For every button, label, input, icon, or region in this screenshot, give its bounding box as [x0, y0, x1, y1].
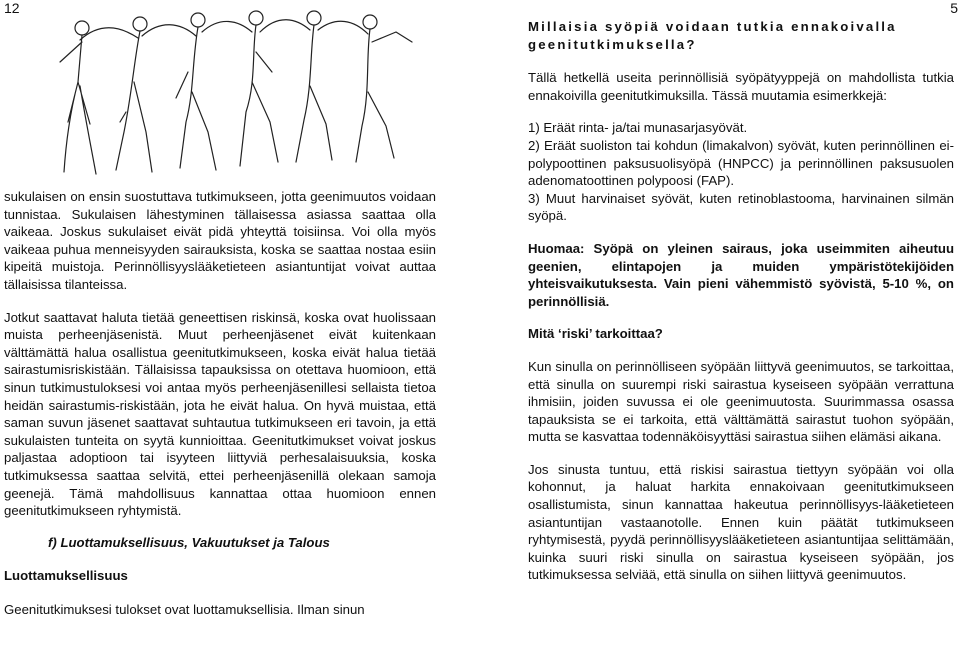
dancing-figures-illustration: [20, 2, 440, 182]
question-heading: Mitä ‘riski’ tarkoittaa?: [528, 326, 663, 342]
paragraph: Jos sinusta tuntuu, että riskisi sairastua tiettyyn syöpään voi olla kohonnut, ja haluat harkita ennakoivaan geenitutkimukseen osallistumista, sinun kannattaa hakeutua perinnöllisyys-lääketieteen asiantuntijan vastaanotolle. Ennen kuin päätät tutkimukseen ryhtymisestä, pyydä perinnöllisyyslääketieteen asiantuntijaa selittämään, kuinka suuri riski sinulla on sairastua kyseiseen syöpään, jos tutkimuksessa selviää, että sinulla on siihen liittyvä geenimuutos.: [528, 461, 954, 583]
section-heading: Millaisia syöpiä voidaan tutkia ennakoivalla geenitutkimuksella?: [528, 19, 897, 52]
list-item: 2) Eräät suoliston tai kohdun (limakalvon) syövät, kuten perinnöllinen ei-polypoottinen paksusuolisyöpä (HNPCC) ja perinnöllinen paksusuolen adenomatoottinen polypoosi (FAP).: [528, 137, 954, 189]
paragraph: Geenitutkimuksesi tulokset ovat luottamuksellisia. Ilman sinun: [4, 601, 365, 617]
paragraph: Kun sinulla on perinnölliseen syöpään liittyvä geenimuutos, se tarkoittaa, että sinulla on suurempi riski sairastua kyseiseen syöpään verrattuna ihmisiin, joiden suvussa ei ole geenimuutosta. Suurimmassa osassa tapauksista se ei tarkoita, että välttämättä sairastut tuohon syöpään, mutta se kasvattaa todennäköisyyttäsi sairastua siihen elämäsi aikana.: [528, 358, 954, 445]
cancer-type-list: [528, 119, 954, 225]
section-title: f) Luottamuksellisuus, Vakuutukset ja Talous: [48, 534, 330, 550]
left-column: [4, 188, 436, 618]
page-number: 5: [950, 0, 958, 16]
subheading: Luottamuksellisuus: [4, 568, 128, 584]
list-item: 1) Eräät rinta- ja/tai munasarjasyövät.: [528, 120, 748, 136]
list-item: 3) Muut harvinaiset syövät, kuten retinoblastooma, harvinainen silmän syöpä.: [528, 190, 954, 224]
right-column: [528, 0, 954, 584]
right-page: [480, 0, 960, 646]
paragraph: Jotkut saattavat haluta tietää geneettisen riskinsä, koska ovat huolissaan muista perheenjäsenistä. Muut perheenjäsenet eivät kuitenkaan välttämättä halua osallistua geenitutkimukseen, koska eivät halua tietää sairastumisriskistään. Tällaisissa tapauksissa on otettava huomioon, että sinun tutkimustuloksesi voi antaa myös perheenjäsenillesi sellaista tietoa heidän sairastumis-riskistään, jota he eivät halua. On hyvä muistaa, että saman suvun jäsenet saattavat suhtautua tutkimukseen eri tavoin, ja että sukulaisten tunteita on syytä kunnioittaa. Geenitutkimukset voivat joskus paljastaa adoptioon tai isyyteen liittyviä perhesalaisuuksia, koska tutkimuksessa saattaa selvitä, ettei perheenjäsenillä olekaan samoja geenejä. Tämä mahdollisuus kannattaa ottaa huomioon ennen geenitutkimukseen ryhtymistä.: [4, 309, 436, 519]
paragraph: Tällä hetkellä useita perinnöllisiä syöpätyyppejä on mahdollista tutkia ennakoivilla geenitutkimuksilla. Tässä muutamia esimerkkejä:: [528, 70, 954, 103]
note-paragraph: Huomaa: Syöpä on yleinen sairaus, joka useimmiten aiheutuu geenien, elintapojen ja muiden ympäristötekijöiden yhteisvaikutuksesta. Vain pieni vähemmistö syövistä, 5-10 %, on perinnöllisiä.: [528, 240, 954, 309]
paragraph: sukulaisen on ensin suostuttava tutkimukseen, jotta geenimuutos voidaan tunnistaa. Sukulaisen lähestyminen tällaisessa asiassa saattaa olla vaikeaa. Joskus sukulaiset eivät pidä yhteyttä toisiinsa. Voi olla myös vaikeaa puhua menneisyyden sairauksista, koska se saattaa nostaa esiin kipeitä muistoja. Perinnöllisyyslääketieteen asiantuntijat voivat auttaa tällaisissa tilanteissa.: [4, 189, 436, 292]
page-number: 12: [4, 0, 20, 16]
